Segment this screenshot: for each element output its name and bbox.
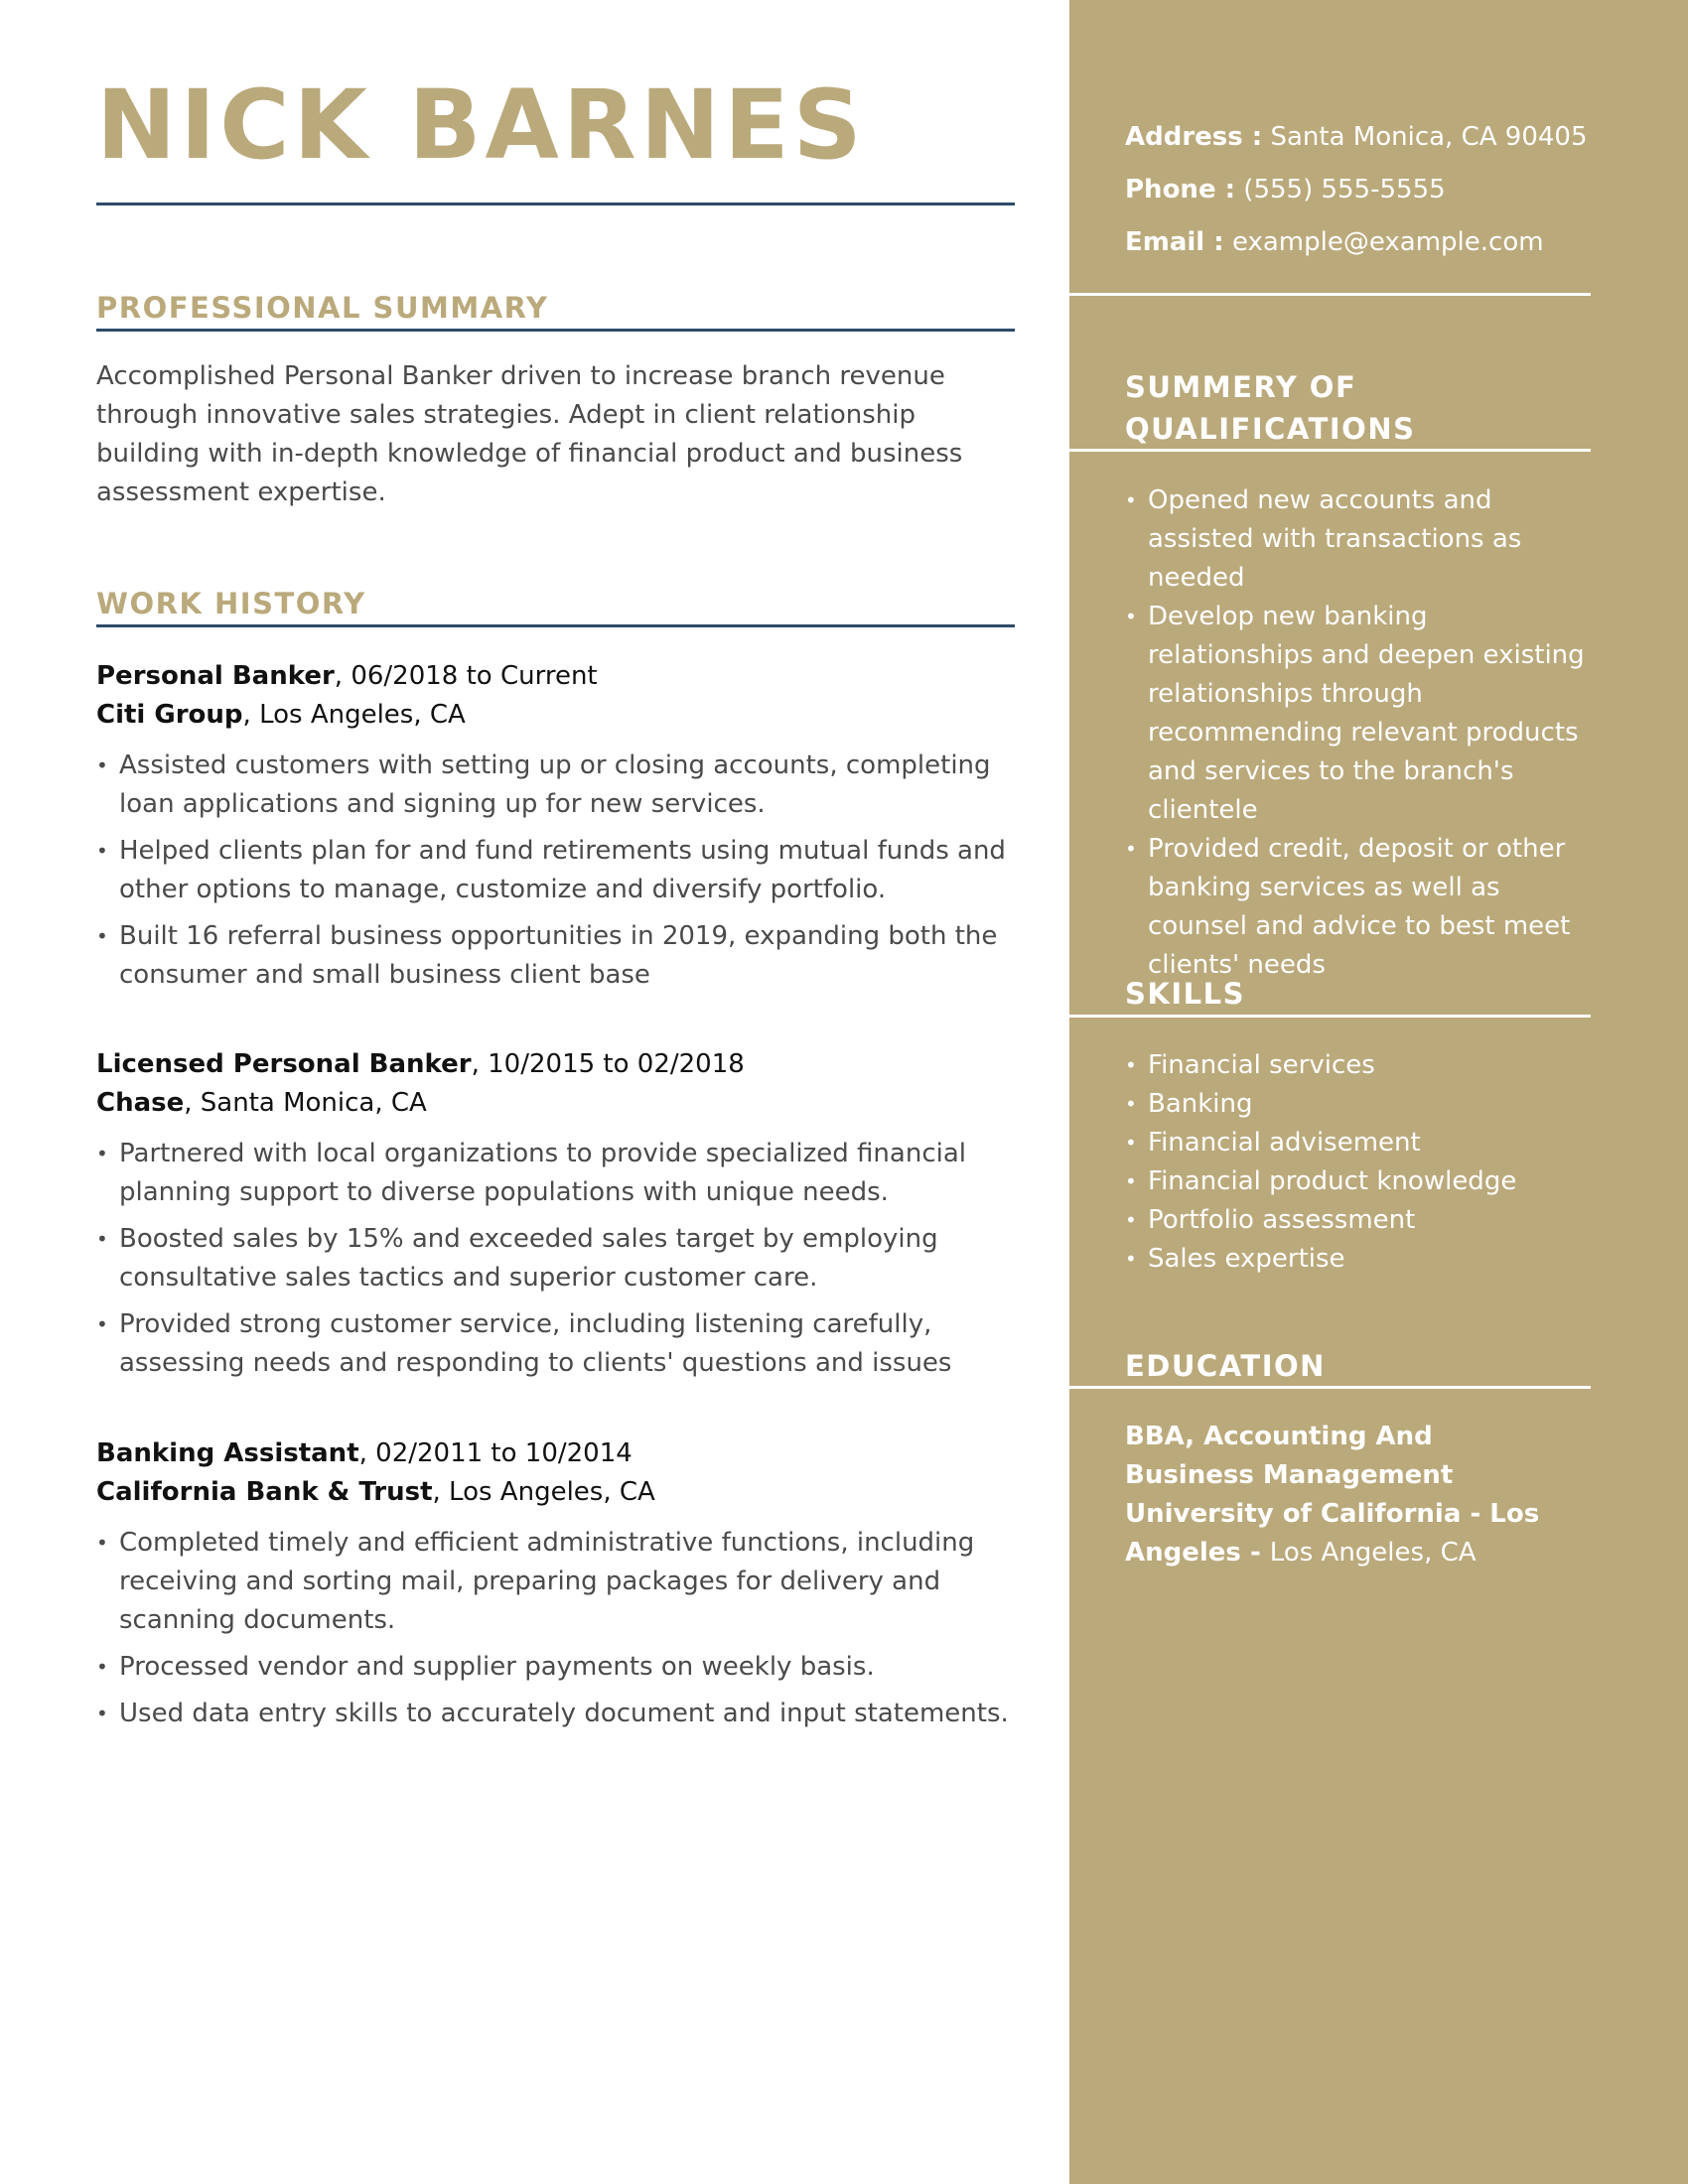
job-bullet: • Helped clients plan for and fund retirements using mutual funds and other options to manage, customize and diversify portfolio. [96,832,1015,909]
skill-item: • Financial product knowledge [1125,1162,1592,1201]
job-bullets [96,1135,1015,1383]
qualifications-title-line-2: QUALIFICATIONS [1125,412,1416,446]
contact-divider [1069,293,1591,296]
name-divider [96,203,1015,205]
summary-text: Accomplished Personal Banker driven to increase branch revenue through innovative sales strategies. Adept in client relationship building with in-depth knowledge of financial product and business assessment expertise. [96,361,963,507]
job-entry [96,657,1015,1003]
contact-address [1125,111,1621,164]
qualifications-title-line-1: SUMMERY OF [1125,370,1357,404]
education-school: University of California - Los Angeles - [1125,1499,1540,1568]
job-company-line [96,696,1015,735]
skill-item: • Financial advisement [1125,1124,1592,1162]
job-title: Personal Banker [96,661,335,691]
job-bullet: • Built 16 referral business opportunities in 2019, expanding both the consumer and small business client base [96,917,1015,995]
job-company-line [96,1084,1015,1123]
job-title-line [96,1434,1015,1473]
job-company: Citi Group [96,700,243,730]
job-location: , Santa Monica, CA [184,1088,427,1118]
qualification-item: • Develop new banking relationships and deepen existing relationships through recommending relevant products and services to the branch's clientele [1125,598,1592,830]
phone-value: (555) 555-5555 [1243,175,1446,205]
job-bullet: • Used data entry skills to accurately document and input statements. [96,1695,1015,1733]
section-title: PROFESSIONAL SUMMARY [96,291,1015,332]
job-title: Banking Assistant [96,1438,359,1468]
skills-list [1125,1046,1592,1279]
qualifications-list [1125,481,1592,985]
skill-item: • Portfolio assessment [1125,1201,1592,1240]
qualification-item: • Provided credit, deposit or other banking services as well as counsel and advice to best meet clients' needs [1125,830,1592,985]
job-title-line [96,1045,1015,1084]
skill-item: • Financial services [1125,1046,1592,1085]
job-bullet: • Completed timely and efficient administrative functions, including receiving and sorting mail, preparing packages for delivery and scanning documents. [96,1524,1015,1640]
job-company: California Bank & Trust [96,1477,433,1507]
job-bullet: • Provided strong customer service, including listening carefully, assessing needs and responding to clients' questions and issues [96,1305,1015,1383]
education-entry [1125,1418,1542,1572]
candidate-name: NICK BARNES [96,69,866,181]
qualifications-title [1125,366,1415,450]
address-value: Santa Monica, CA 90405 [1270,122,1588,152]
job-location: , Los Angeles, CA [432,1477,655,1507]
job-company: Chase [96,1088,185,1118]
phone-label: Phone : [1125,175,1236,205]
job-entry [96,1434,1015,1741]
address-label: Address : [1125,122,1263,152]
email-label: Email : [1125,227,1224,257]
skill-item: • Banking [1125,1085,1592,1124]
job-entry [96,1045,1015,1391]
qualifications-divider [1069,449,1591,452]
sidebar [1069,0,1688,2184]
contact-block [1125,111,1621,269]
job-bullets [96,1524,1015,1733]
skills-divider [1069,1015,1591,1018]
job-bullet: • Partnered with local organizations to provide specialized financial planning support to diverse populations with unique needs. [96,1135,1015,1212]
skill-item: • Sales expertise [1125,1240,1592,1279]
job-dates: , 06/2018 to Current [334,661,598,691]
job-location: , Los Angeles, CA [242,700,466,730]
job-company-line [96,1473,1015,1512]
qualification-item: • Opened new accounts and assisted with transactions as needed [1125,481,1592,598]
job-title-line [96,657,1015,696]
contact-email [1125,216,1621,269]
job-bullet: • Assisted customers with setting up or closing accounts, completing loan applications and signing up for new services. [96,747,1015,824]
job-dates: , 10/2015 to 02/2018 [471,1049,745,1079]
job-title: Licensed Personal Banker [96,1049,472,1079]
job-bullets [96,747,1015,995]
job-bullet: • Boosted sales by 15% and exceeded sales target by employing consultative sales tactics and superior customer care. [96,1220,1015,1297]
job-bullet: • Processed vendor and supplier payments on weekly basis. [96,1648,1015,1687]
contact-phone [1125,164,1621,216]
education-location: Los Angeles, CA [1269,1538,1477,1568]
work-history-section [96,587,1015,627]
skills-title: SKILLS [1125,977,1245,1011]
education-degree: BBA, Accounting And Business Management [1125,1422,1454,1490]
job-dates: , 02/2011 to 10/2014 [358,1438,633,1468]
education-divider [1069,1386,1591,1389]
email-value: example@example.com [1231,227,1544,257]
section-title: WORK HISTORY [96,587,1015,627]
professional-summary-section [96,291,1015,512]
education-title: EDUCATION [1125,1349,1326,1383]
